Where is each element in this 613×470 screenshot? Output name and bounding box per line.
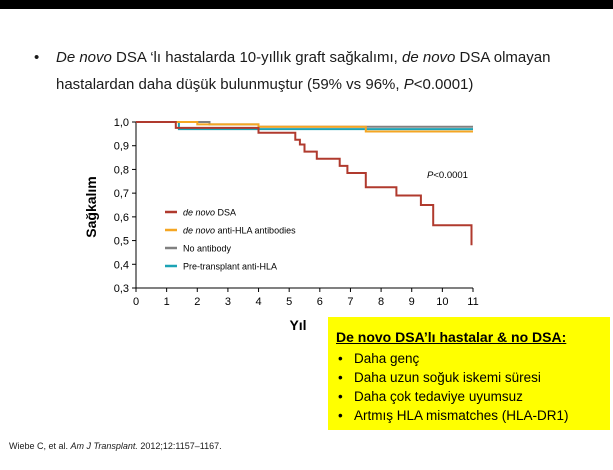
bullet-italic-1: De novo [56, 49, 112, 66]
x-tick-label: 5 [286, 296, 293, 308]
x-tick-label: 1 [163, 296, 170, 308]
info-item-nonadherence: • Daha çok tedaviye uyumsuz [338, 387, 569, 406]
y-tick-label: 0,3 [113, 283, 129, 295]
x-tick-label: 9 [408, 296, 415, 308]
citation-ref: 2012;12:1157–1167. [137, 441, 222, 451]
y-tick-label: 0,5 [113, 235, 129, 248]
bullet-dot: • [34, 49, 40, 66]
p-value-text: <0.0001 [433, 170, 468, 181]
info-box [328, 317, 610, 430]
y-tick-label: 0,9 [113, 140, 129, 153]
citation-authors: Wiebe C, et al. [9, 441, 71, 451]
citation-journal: Am J Transplant. [70, 441, 138, 451]
legend-label: No antibody [183, 243, 232, 254]
y-tick-label: 0,8 [113, 164, 129, 177]
x-tick-label: 3 [224, 296, 231, 308]
info-box-title: De novo DSA’lı hastalar & no DSA: [336, 329, 567, 345]
legend-label-italic: de novo [183, 207, 216, 218]
p-value-annotation [427, 170, 468, 181]
chart-legend [165, 208, 296, 272]
bullet-text-4: DSA olmayan hastalardan daha düşük bulunmuştur (59% vs 96%, [56, 49, 551, 93]
legend-label-italic: de novo [183, 225, 216, 236]
y-tick-label: 0,4 [113, 259, 129, 272]
p-letter: P [427, 170, 434, 181]
bullet-italic-p: P [403, 76, 414, 93]
x-tick-label: 7 [347, 296, 354, 308]
x-tick-label: 8 [378, 296, 385, 308]
info-item-hla-mismatch: • Artmış HLA mismatches (HLA-DR1) [338, 406, 569, 425]
x-tick-label: 11 [467, 296, 479, 308]
x-tick-label: 6 [316, 296, 323, 308]
info-item-ischemia: • Daha uzun soğuk iskemi süresi [338, 368, 569, 387]
info-box-list [338, 349, 569, 425]
bullet-text-6: <0.0001) [413, 76, 474, 93]
citation [9, 441, 222, 451]
info-item-younger: • Daha genç [338, 349, 569, 368]
x-tick-label: 10 [436, 296, 449, 308]
x-axis-label: Yıl [289, 317, 307, 333]
x-tick-label: 0 [132, 296, 140, 308]
legend-label [183, 226, 296, 236]
legend-label-rest: DSA [215, 207, 237, 218]
legend-label [183, 208, 236, 218]
y-tick-label: 1,0 [113, 117, 129, 129]
legend-label: Pre-transplant anti-HLA [183, 261, 278, 272]
bullet-text-2: DSA ‘lı hastalarda 10-yıllık graft sağkalımı, [111, 49, 402, 66]
y-axis-label: Sağkalım [83, 176, 99, 238]
x-tick-label: 4 [255, 296, 262, 308]
y-tick-label: 0,7 [113, 188, 129, 201]
legend-label-rest: anti-HLA antibodies [215, 225, 296, 236]
bullet-italic-3: de novo [402, 49, 456, 66]
y-tick-label: 0,6 [113, 211, 129, 224]
x-tick-label: 2 [194, 296, 201, 308]
